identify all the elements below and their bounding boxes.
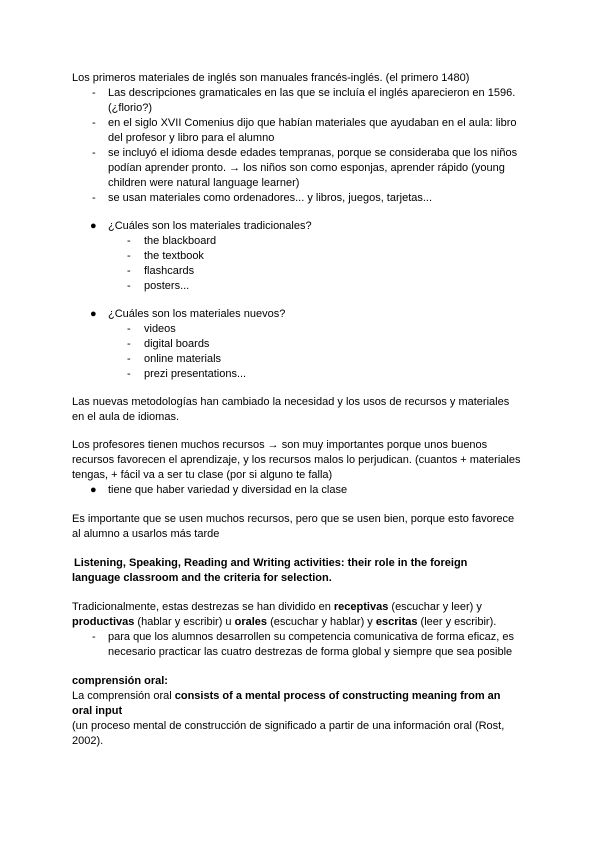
section-heading-line-1: Listening, Speaking, Reading and Writing activities: their role in the foreign bbox=[74, 557, 468, 569]
teachers-bullet: tiene que haber variedad y diversidad en la clase bbox=[108, 484, 348, 496]
skills-line-1 bbox=[72, 600, 482, 614]
dash-marker: - bbox=[127, 323, 131, 335]
skills-text: (escuchar y hablar) y bbox=[267, 616, 376, 628]
skills-text: (escuchar y leer) y bbox=[388, 601, 482, 613]
bullet-marker: ● bbox=[90, 308, 97, 320]
traditional-item: the blackboard bbox=[144, 235, 217, 247]
traditional-item: flashcards bbox=[144, 265, 195, 277]
comprension-title: comprensión oral: bbox=[72, 675, 168, 687]
escritas-term: escritas bbox=[375, 616, 418, 628]
teachers-line-2: recursos favorecen el aprendizaje, y los recursos malos lo perjudican. (cuantos + materiales bbox=[72, 454, 521, 466]
teachers-line-3: tengas, + fácil va a ser tu clase (por si alguno te falla) bbox=[72, 469, 333, 481]
comprension-line-3: (un proceso mental de construcción de significado a partir de una información oral (Rost, bbox=[72, 720, 505, 732]
intro-point-2-line-2: del profesor y libro para el alumno bbox=[108, 132, 275, 144]
dash-marker: - bbox=[127, 280, 131, 292]
productivas-term: productivas bbox=[72, 616, 135, 628]
intro-point-3-line-2: podían aprender pronto. → los niños son como esponjas, aprender rápido (young bbox=[108, 162, 505, 174]
important-line-1: Es importante que se usen muchos recursos, pero que se usen bien, porque esto favorece bbox=[72, 513, 515, 525]
dash-marker: - bbox=[92, 192, 96, 204]
dash-marker: - bbox=[127, 265, 131, 277]
bullet-marker: ● bbox=[90, 220, 97, 232]
dash-marker: - bbox=[127, 368, 131, 380]
intro-point-3-line-1: se incluyó el idioma desde edades tempranas, porque se consideraba que los niños bbox=[108, 147, 518, 159]
teachers-line-1: Los profesores tienen muchos recursos → son muy importantes porque unos buenos bbox=[72, 439, 488, 451]
new-material-item: videos bbox=[144, 323, 176, 335]
comprension-line-1 bbox=[72, 689, 501, 703]
methods-line-1: Las nuevas metodologías han cambiado la necesidad y los usos de recursos y materiales bbox=[72, 396, 510, 408]
comprension-text: La comprensión oral bbox=[72, 690, 175, 702]
skills-point-line-1: para que los alumnos desarrollen su competencia comunicativa de forma eficaz, es bbox=[108, 631, 514, 643]
intro-point-4-line-1: se usan materiales como ordenadores... y libros, juegos, tarjetas... bbox=[108, 192, 433, 204]
skills-point-line-2: necesario practicar las cuatro destrezas de forma global y siempre que sea posible bbox=[108, 646, 513, 658]
comprension-line-2: oral input bbox=[72, 705, 123, 717]
skills-text: (hablar y escribir) u bbox=[134, 616, 235, 628]
intro-point-2-line-1: en el siglo XVII Comenius dijo que habían materiales que ayudaban en el aula: libro bbox=[108, 117, 517, 129]
new-material-item: online materials bbox=[144, 353, 222, 365]
section-heading-line-2: language classroom and the criteria for selection. bbox=[72, 572, 332, 584]
new-material-item: digital boards bbox=[144, 338, 210, 350]
dash-marker: - bbox=[127, 338, 131, 350]
question-new: ¿Cuáles son los materiales nuevos? bbox=[108, 308, 286, 320]
receptivas-term: receptivas bbox=[333, 601, 389, 613]
dash-marker: - bbox=[92, 631, 96, 643]
intro-point-3-line-3: children were natural language learner) bbox=[108, 177, 300, 189]
skills-line-2 bbox=[72, 615, 496, 629]
orales-term: orales bbox=[234, 616, 268, 628]
question-traditional: ¿Cuáles son los materiales tradicionales? bbox=[108, 220, 312, 232]
bullet-marker: ● bbox=[90, 484, 97, 496]
dash-marker: - bbox=[127, 353, 131, 365]
dash-marker: - bbox=[127, 250, 131, 262]
new-material-item: prezi presentations... bbox=[144, 368, 247, 380]
important-line-2: al alumno a usarlos más tarde bbox=[72, 528, 220, 540]
dash-marker: - bbox=[127, 235, 131, 247]
intro-point-1-line-2: (¿florio?) bbox=[108, 102, 153, 114]
dash-marker: - bbox=[92, 147, 96, 159]
dash-marker: - bbox=[92, 87, 96, 99]
intro-line: Los primeros materiales de inglés son manuales francés-inglés. (el primero 1480) bbox=[72, 72, 470, 84]
dash-marker: - bbox=[92, 117, 96, 129]
methods-line-2: en el aula de idiomas. bbox=[72, 411, 180, 423]
comprension-line-4: 2002). bbox=[72, 735, 104, 747]
comprension-definition: consists of a mental process of constructing meaning from an bbox=[174, 690, 501, 702]
skills-text: (leer y escribir). bbox=[417, 616, 497, 628]
intro-point-1-line-1: Las descripciones gramaticales en las que se incluía el inglés aparecieron en 1596. bbox=[108, 87, 516, 99]
traditional-item: posters... bbox=[144, 280, 190, 292]
skills-text: Tradicionalmente, estas destrezas se han dividido en bbox=[72, 601, 334, 613]
traditional-item: the textbook bbox=[144, 250, 204, 262]
